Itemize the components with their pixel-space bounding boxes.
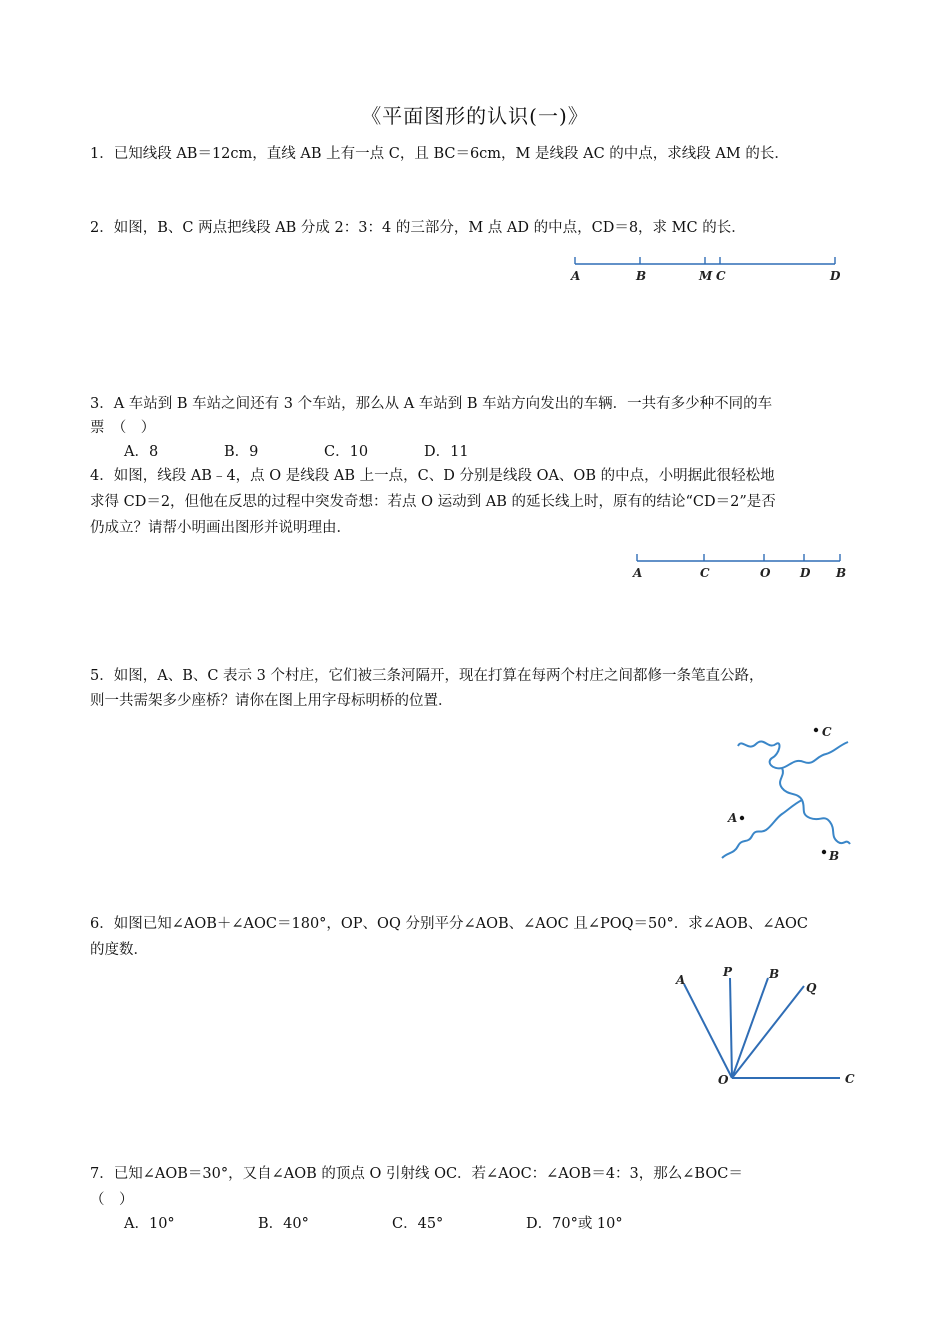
question-4-text-cont: 求得 CD＝2，但他在反思的过程中突发奇想：若点 O 运动到 AB 的延长线上时，原有的结论“CD＝2”是否 [90, 494, 776, 510]
point-label-a: A [571, 269, 581, 283]
choice-b: B．40° [258, 1216, 309, 1232]
point-label-o: O [760, 566, 771, 580]
question-7-choices [124, 1214, 684, 1234]
question-2-text: 2．如图，B、C 两点把线段 AB 分成 2：3：4 的三部分，M 点 AD 的中点，CD＝8，求 MC 的长． [90, 220, 746, 236]
choice-a: A．10° [124, 1216, 175, 1232]
angle-label-a: A [676, 973, 686, 987]
choice-c: C．10 [324, 444, 369, 460]
angle-label-c: C [845, 1072, 855, 1086]
river-curve-bottom [722, 800, 802, 858]
angle-label-o: O [718, 1073, 729, 1087]
point-label-b: B [636, 269, 647, 283]
village-label-a: A [728, 811, 738, 825]
question-4-text: 4．如图，线段 AB﹣4，点 O 是线段 AB 上一点，C、D 分别是线段 OA、OB 的中点，小明据此很轻松地 [90, 468, 775, 484]
choice-a: A．8 [124, 444, 159, 460]
question-6-figure [670, 960, 870, 1090]
angle-label-q: Q [806, 981, 817, 995]
ray-oa [684, 984, 732, 1078]
question-7-text: 7．已知∠AOB＝30°，又自∠AOB 的顶点 O 引射线 OC．若∠AOC：∠AOB＝4：3，那么∠BOC＝ [90, 1166, 743, 1182]
question-4-text-cont2: 仍成立？请帮小明画出图形并说明理由． [90, 520, 351, 536]
point-label-d: D [830, 269, 841, 283]
village-c-dot [814, 728, 818, 732]
point-label-c: C [700, 566, 710, 580]
choice-d: D．70°或 10° [526, 1216, 623, 1232]
river-curve-top [738, 741, 848, 768]
village-a-dot [740, 816, 744, 820]
point-label-c: C [716, 269, 726, 283]
question-2-figure [560, 250, 860, 290]
ray-ob [732, 978, 768, 1078]
question-4-figure [630, 548, 860, 588]
question-3-text: 3．A 车站到 B 车站之间还有 3 个车站，那么从 A 车站到 B 车站方向发出的车辆．一共有多少种不同的车 [90, 396, 773, 412]
question-5-text: 5．如图，A、B、C 表示 3 个村庄，它们被三条河隔开，现在打算在每两个村庄之间都修一条笔直公路， [90, 668, 764, 684]
choice-d: D．11 [424, 444, 469, 460]
question-3-text-cont: 票 （ ） [90, 420, 156, 436]
question-6-text-cont: 的度数． [90, 942, 148, 958]
page-title: 《平面图形的认识(一)》 [361, 104, 589, 128]
question-6-text: 6．如图已知∠AOB＋∠AOC＝180°，OP、OQ 分别平分∠AOB、∠AOC 且∠POQ＝50°．求∠AOB、∠AOC [90, 916, 808, 932]
village-label-b: B [829, 849, 840, 863]
question-7-text-cont: （ ） [90, 1192, 134, 1208]
question-3-choices [124, 442, 624, 462]
choice-b: B．9 [224, 444, 259, 460]
ray-oq [732, 986, 804, 1078]
angle-label-p: P [723, 965, 733, 979]
village-label-c: C [822, 725, 832, 739]
point-label-d: D [800, 566, 811, 580]
village-b-dot [822, 850, 826, 854]
question-5-text-cont: 则一共需架多少座桥？请你在图上用字母标明桥的位置． [90, 693, 453, 709]
choice-c: C．45° [392, 1216, 444, 1232]
question-5-figure [710, 718, 870, 878]
river-curve-middle [780, 768, 850, 844]
question-1-text: 1．已知线段 AB＝12cm，直线 AB 上有一点 C，且 BC＝6cm，M 是线段 AC 的中点，求线段 AM 的长． [90, 146, 789, 162]
ray-op [730, 978, 732, 1078]
point-label-m: M [699, 269, 713, 283]
point-label-a: A [633, 566, 643, 580]
point-label-b: B [836, 566, 847, 580]
angle-label-b: B [769, 967, 780, 981]
